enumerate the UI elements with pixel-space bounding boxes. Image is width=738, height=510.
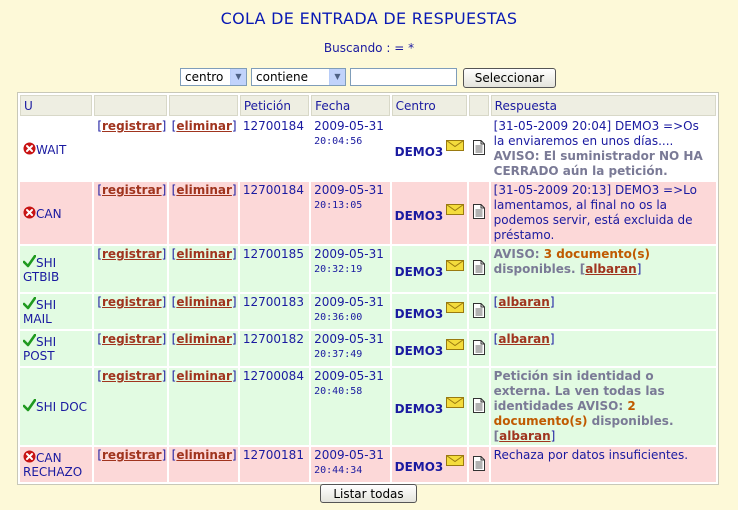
- centro-cell: [392, 182, 467, 244]
- table-row: [20, 246, 716, 292]
- document-icon[interactable]: [473, 144, 485, 158]
- column-header[interactable]: Respuesta: [491, 95, 716, 116]
- register-link[interactable]: registrar: [102, 183, 162, 197]
- envelope-icon[interactable]: [443, 307, 464, 321]
- responses-table: [17, 92, 719, 485]
- albaran-link[interactable]: albaran: [498, 332, 550, 346]
- fecha-cell: [311, 331, 390, 366]
- table-row: [20, 447, 716, 482]
- chevron-down-icon[interactable]: ▼: [329, 69, 345, 85]
- table-header-row: [20, 95, 716, 116]
- centro-cell: [392, 118, 467, 180]
- centro-cell: [392, 368, 467, 445]
- response-text: [31-05-2009 20:13] DEMO3 =>Lo lamentamos, al final no os la podemos servir, está excluida de préstamo.: [493, 183, 697, 242]
- column-header[interactable]: Fecha: [311, 95, 390, 116]
- register-link[interactable]: registrar: [102, 295, 162, 309]
- operator-select-value: contiene: [256, 70, 308, 84]
- status-cell: [20, 118, 92, 180]
- delete-link[interactable]: eliminar: [176, 183, 232, 197]
- delete-cell: [eliminar]: [169, 294, 238, 329]
- respuesta-cell: [491, 182, 716, 244]
- register-cell: [registrar]: [94, 331, 166, 366]
- response-text: [31-05-2009 20:04] DEMO3 =>Os la enviaremos en unos días....: [493, 119, 699, 148]
- column-header: [469, 95, 489, 116]
- table-row: [20, 294, 716, 329]
- status-line2: GTBIB: [23, 269, 60, 284]
- response-notice: Petición sin identidad o externa. La ven todas las identidades: [493, 369, 665, 413]
- operator-select[interactable]: [251, 68, 346, 86]
- check-icon: [23, 298, 36, 312]
- chevron-down-icon[interactable]: ▼: [230, 69, 246, 85]
- time: 20:37:49: [314, 349, 363, 360]
- peticion-cell: 12700181: [240, 447, 309, 482]
- status-line1: SHI: [36, 298, 57, 312]
- delete-cell: [eliminar]: [169, 447, 238, 482]
- delete-link[interactable]: eliminar: [176, 448, 232, 462]
- response-aviso-label: AVISO:: [577, 399, 628, 413]
- envelope-icon[interactable]: [443, 145, 464, 159]
- table-body: [20, 118, 716, 482]
- document-cell: [469, 331, 489, 366]
- peticion-cell: 12700084: [240, 368, 309, 445]
- envelope-icon[interactable]: [443, 209, 464, 223]
- response-text: Rechaza por datos insuficientes.: [493, 448, 689, 462]
- time: 20:13:05: [314, 200, 363, 211]
- document-icon[interactable]: [473, 264, 485, 278]
- peticion-cell: 12700184: [240, 118, 309, 180]
- status-cell: [20, 368, 92, 445]
- field-select[interactable]: [180, 68, 247, 86]
- status-cell: [20, 447, 92, 482]
- document-cell: [469, 447, 489, 482]
- fecha-cell: [311, 447, 390, 482]
- table-row: [20, 331, 716, 366]
- delete-cell: [eliminar]: [169, 182, 238, 244]
- column-header[interactable]: Petición: [240, 95, 309, 116]
- respuesta-cell: [albaran]: [491, 294, 716, 329]
- column-header: [169, 95, 238, 116]
- peticion-cell: 12700184: [240, 182, 309, 244]
- cancel-icon: [23, 143, 36, 157]
- cancel-icon: [23, 207, 36, 221]
- register-link[interactable]: registrar: [102, 448, 162, 462]
- envelope-icon[interactable]: [443, 265, 464, 279]
- albaran-link[interactable]: albaran: [498, 295, 550, 309]
- document-count: 3 documento(s): [543, 247, 651, 261]
- search-input[interactable]: [350, 68, 457, 86]
- response-notice: AVISO: El suministrador NO HA CERRADO aún la petición.: [493, 149, 703, 178]
- time: 20:04:56: [314, 136, 363, 147]
- table-row: [20, 368, 716, 445]
- document-icon[interactable]: [473, 307, 485, 321]
- date: 2009-05-31: [314, 247, 384, 261]
- document-icon[interactable]: [473, 402, 485, 416]
- document-cell: [469, 182, 489, 244]
- time: 20:36:00: [314, 312, 363, 323]
- status-line2: POST: [23, 349, 55, 363]
- field-select-value: centro: [185, 70, 224, 84]
- column-header: [94, 95, 166, 116]
- centro-cell: [392, 447, 467, 482]
- column-header[interactable]: Centro: [392, 95, 467, 116]
- list-all-button[interactable]: Listar todas: [320, 484, 417, 503]
- register-cell: [registrar]: [94, 246, 166, 292]
- document-cell: [469, 294, 489, 329]
- register-cell: [registrar]: [94, 182, 166, 244]
- delete-link[interactable]: eliminar: [176, 119, 232, 133]
- time: 20:44:34: [314, 465, 363, 476]
- delete-link[interactable]: eliminar: [176, 247, 232, 261]
- envelope-icon[interactable]: [443, 460, 464, 474]
- peticion-cell: 12700185: [240, 246, 309, 292]
- centro-cell: [392, 331, 467, 366]
- respuesta-cell: [albaran]: [491, 331, 716, 366]
- date: 2009-05-31: [314, 183, 384, 197]
- status-cell: [20, 294, 92, 329]
- delete-cell: [eliminar]: [169, 331, 238, 366]
- date: 2009-05-31: [314, 369, 384, 383]
- column-header[interactable]: U: [20, 95, 92, 116]
- delete-link[interactable]: eliminar: [176, 295, 232, 309]
- time: 20:32:19: [314, 264, 363, 275]
- register-cell: [registrar]: [94, 294, 166, 329]
- date: 2009-05-31: [314, 332, 384, 346]
- document-icon[interactable]: [473, 460, 485, 474]
- envelope-icon[interactable]: [443, 344, 464, 358]
- status-line2: RECHAZO: [23, 465, 83, 479]
- status-cell: [20, 182, 92, 244]
- check-icon: [23, 400, 36, 414]
- centro-name: DEMO3: [394, 208, 444, 223]
- delete-link[interactable]: eliminar: [176, 369, 232, 383]
- respuesta-cell: Petición sin identidad o externa. La ven todas las identidades AVISO: 2 documento(s) disponibles. [albaran]: [491, 368, 716, 445]
- centro-name: DEMO3: [394, 264, 444, 279]
- fecha-cell: [311, 294, 390, 329]
- check-icon: [23, 335, 36, 349]
- document-cell: [469, 118, 489, 180]
- fecha-cell: [311, 246, 390, 292]
- status-cell: [20, 246, 92, 292]
- centro-name: DEMO3: [394, 402, 444, 416]
- register-cell: [registrar]: [94, 447, 166, 482]
- centro-name: DEMO3: [394, 144, 444, 159]
- search-status: Buscando : = *: [323, 41, 415, 55]
- status-line1: SHI: [36, 255, 57, 270]
- check-icon: [23, 256, 36, 270]
- document-icon[interactable]: [473, 344, 485, 358]
- status-line1: SHI DOC: [36, 400, 88, 414]
- respuesta-cell: [491, 118, 716, 180]
- peticion-cell: 12700183: [240, 294, 309, 329]
- status-cell: [20, 331, 92, 366]
- peticion-cell: 12700182: [240, 331, 309, 366]
- albaran-link[interactable]: albaran: [499, 429, 551, 443]
- respuesta-cell: AVISO: 3 documento(s) disponibles. [albaran]: [491, 246, 716, 292]
- response-aviso-suffix: [: [493, 295, 499, 309]
- delete-link[interactable]: eliminar: [176, 332, 232, 346]
- response-aviso-suffix: disponibles. [: [493, 262, 586, 276]
- response-aviso-suffix: disponibles. [: [493, 414, 674, 443]
- response-aviso-suffix: [: [493, 332, 499, 346]
- response-aviso-label: AVISO:: [493, 247, 544, 261]
- register-cell: [registrar]: [94, 368, 166, 445]
- time: 20:40:58: [314, 386, 363, 397]
- date: 2009-05-31: [314, 448, 384, 462]
- register-link[interactable]: registrar: [102, 247, 162, 261]
- fecha-cell: [311, 182, 390, 244]
- register-link[interactable]: registrar: [102, 332, 162, 346]
- table-row: [20, 182, 716, 244]
- status-line1: WAIT: [36, 142, 67, 157]
- centro-name: DEMO3: [394, 344, 444, 358]
- select-button[interactable]: Seleccionar: [463, 68, 556, 88]
- cancel-icon: [23, 451, 36, 465]
- centro-name: DEMO3: [394, 307, 444, 321]
- register-link[interactable]: registrar: [102, 119, 162, 133]
- document-count: 2 documento(s): [493, 399, 636, 428]
- delete-cell: [eliminar]: [169, 246, 238, 292]
- status-line1: CAN: [36, 451, 62, 465]
- status-line1: CAN: [36, 206, 62, 221]
- fecha-cell: [311, 118, 390, 180]
- respuesta-cell: [491, 447, 716, 482]
- table-row: [20, 118, 716, 180]
- page-title: COLA DE ENTRADA DE RESPUESTAS: [220, 9, 518, 28]
- delete-cell: [eliminar]: [169, 118, 238, 180]
- centro-name: DEMO3: [394, 460, 444, 474]
- date: 2009-05-31: [314, 119, 384, 133]
- centro-cell: [392, 294, 467, 329]
- albaran-link[interactable]: albaran: [585, 262, 637, 276]
- document-icon[interactable]: [473, 208, 485, 222]
- register-link[interactable]: registrar: [102, 369, 162, 383]
- status-line2: MAIL: [23, 312, 52, 326]
- delete-cell: [eliminar]: [169, 368, 238, 445]
- document-cell: [469, 368, 489, 445]
- register-cell: [registrar]: [94, 118, 166, 180]
- centro-cell: [392, 246, 467, 292]
- envelope-icon[interactable]: [443, 402, 464, 416]
- date: 2009-05-31: [314, 295, 384, 309]
- fecha-cell: [311, 368, 390, 445]
- document-cell: [469, 246, 489, 292]
- status-line1: SHI: [36, 335, 57, 349]
